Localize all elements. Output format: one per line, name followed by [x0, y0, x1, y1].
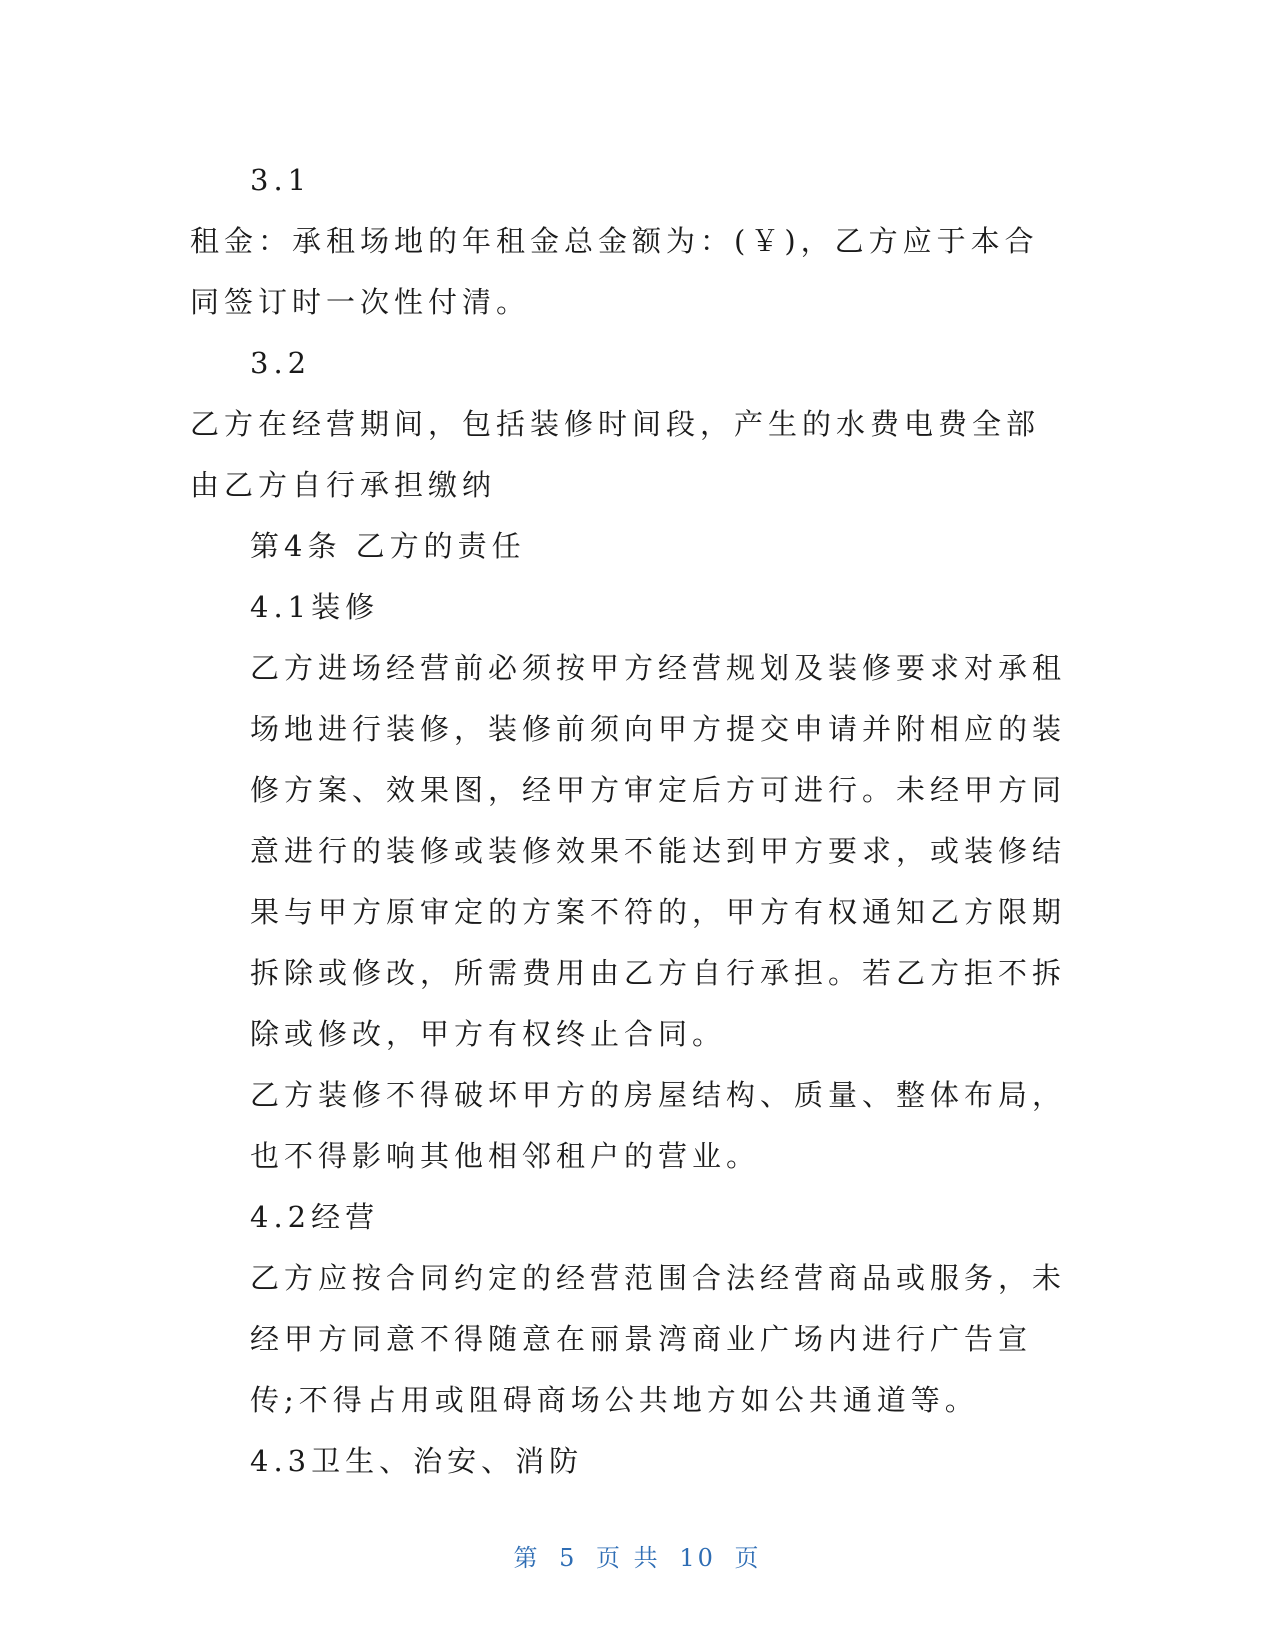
clause-4-2-heading: 4.2经营 — [250, 1200, 380, 1234]
clause-4-1-paragraph-2: 乙方装修不得破坏甲方的房屋结构、质量、整体布局，也不得影响其他相邻租户的营业。 — [250, 1078, 1067, 1173]
clause-4-1-paragraph-1: 乙方进场经营前必须按甲方经营规划及装修要求对承租场地进行装修，装修前须向甲方提交申请并附相应的装修方案、效果图，经甲方审定后方可进行。未经甲方同意进行的装修或装修效果不能达到甲方要求，或装修结果与甲方原审定的方案不符的，甲方有权通知乙方限期拆除或修改，所需费用由乙方自行承担。若乙方拒不拆除或修改，甲方有权终止合同。 — [250, 651, 1067, 1051]
clause-4-2-paragraph: 乙方应按合同约定的经营范围合法经营商品或服务，未经甲方同意不得随意在丽景湾商业广场内进行广告宣传;不得占用或阻碍商场公共地方如公共通道等。 — [250, 1261, 1067, 1417]
clause-3-1-text: 租金：承租场地的年租金总金额为：(￥)，乙方应于本合同签订时一次性付清。 — [190, 224, 1039, 319]
page-footer — [0, 1538, 1275, 1573]
clause-3-2-number: 3.2 — [250, 346, 312, 380]
clause-4-1-heading: 4.1装修 — [250, 590, 380, 624]
footer-prefix: 第 — [513, 1544, 541, 1572]
footer-suffix: 页 — [734, 1544, 762, 1572]
clause-3-1-number: 3.1 — [250, 163, 312, 197]
total-pages-number: 10 — [679, 1544, 716, 1572]
current-page-number: 5 — [559, 1544, 578, 1572]
clause-4-3-heading: 4.3卫生、治安、消防 — [250, 1444, 584, 1478]
document-body — [190, 150, 1070, 1492]
footer-middle: 页 共 — [596, 1544, 661, 1572]
article-4-heading: 第4条 乙方的责任 — [250, 529, 526, 563]
clause-3-2-text: 乙方在经营期间，包括装修时间段，产生的水费电费全部由乙方自行承担缴纳 — [190, 407, 1041, 502]
